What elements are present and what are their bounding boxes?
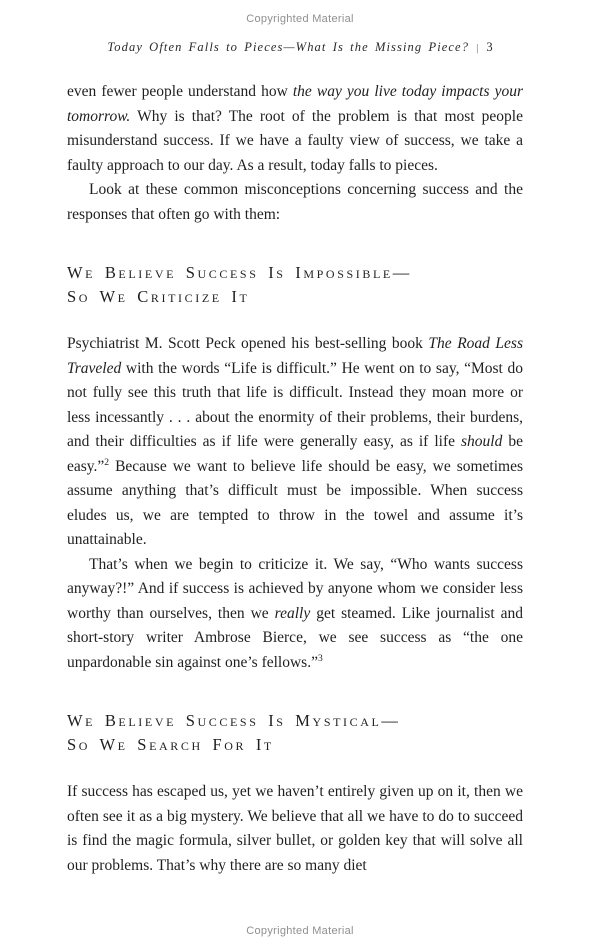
italic-text: should: [461, 433, 503, 450]
heading-line: So We Search For It: [67, 734, 274, 754]
body-text: get steamed. Like journalist and short-story writer Ambrose Bierce, we see success as “the one unpardonable sin against one’s fellows.”: [67, 604, 523, 671]
body-text: be easy.”: [67, 433, 523, 475]
paragraph: [67, 178, 523, 227]
body-text: Look at these common misconceptions concerning success and the responses that often go with them:: [67, 181, 523, 223]
heading-line: We Believe Success Is Mystical—: [67, 711, 401, 730]
body-text: Why is that? The root of the problem is that most people misunderstand success. If we have a faulty view of success, we take a faulty approach to our day. As a result, today falls to pieces.: [67, 107, 523, 174]
running-header: [0, 40, 600, 55]
copyright-notice-top: Copyrighted Material: [246, 13, 354, 25]
page-number: 3: [486, 40, 493, 54]
body-text: Psychiatrist M. Scott Peck opened his best-selling book: [67, 335, 429, 352]
italic-text: really: [274, 604, 311, 622]
italic-text: the way you live today impacts your tomorrow.: [67, 83, 523, 125]
body-text: even fewer people understand how: [67, 83, 293, 100]
paragraph: [67, 80, 523, 178]
paragraph: [67, 553, 523, 676]
paragraph: [67, 332, 523, 553]
heading-line: We Believe Success Is Impossible—: [67, 263, 412, 282]
header-title: Today Often Falls to Pieces—What Is the Missing Piece?: [107, 40, 470, 54]
body-text: Because we want to believe life should be easy, we sometimes assume anything that’s difficult must be impossible. When success eludes us, we are tempted to throw in the towel and assume it’s unattainable.: [67, 457, 523, 548]
header-separator: |: [476, 42, 480, 54]
body-text: with the words “Life is difficult.” He went on to say, “Most do not fully see this truth that life is difficult. Instead they moan more or less incessantly . . . about the enormity of their problems, their burdens, and their difficulties as if life were generally easy, as if life: [67, 359, 523, 450]
body-text: If success has escaped us, yet we haven’t entirely given up on it, then we often see it as a big mystery. We believe that all we have to do to succeed is find the magic formula, silver bullet, or golden key that will solve all our problems. That’s why there are so many diet: [67, 783, 523, 874]
heading-line: So We Criticize It: [67, 286, 250, 306]
copyright-notice-bottom: Copyrighted Material: [246, 925, 354, 937]
footnote-reference: 2: [104, 456, 110, 468]
body-text: That’s when we begin to criticize it. We say, “Who wants success anyway?!” And if success is achieved by anyone whom we consider less worthy than ourselves, then we: [67, 555, 523, 622]
paragraph: [67, 780, 523, 878]
section-heading: [67, 709, 523, 756]
text-block: [67, 80, 523, 878]
section-heading: [67, 261, 523, 308]
italic-text: The Road Less Traveled: [67, 335, 523, 377]
footnote-reference: 3: [317, 652, 323, 664]
